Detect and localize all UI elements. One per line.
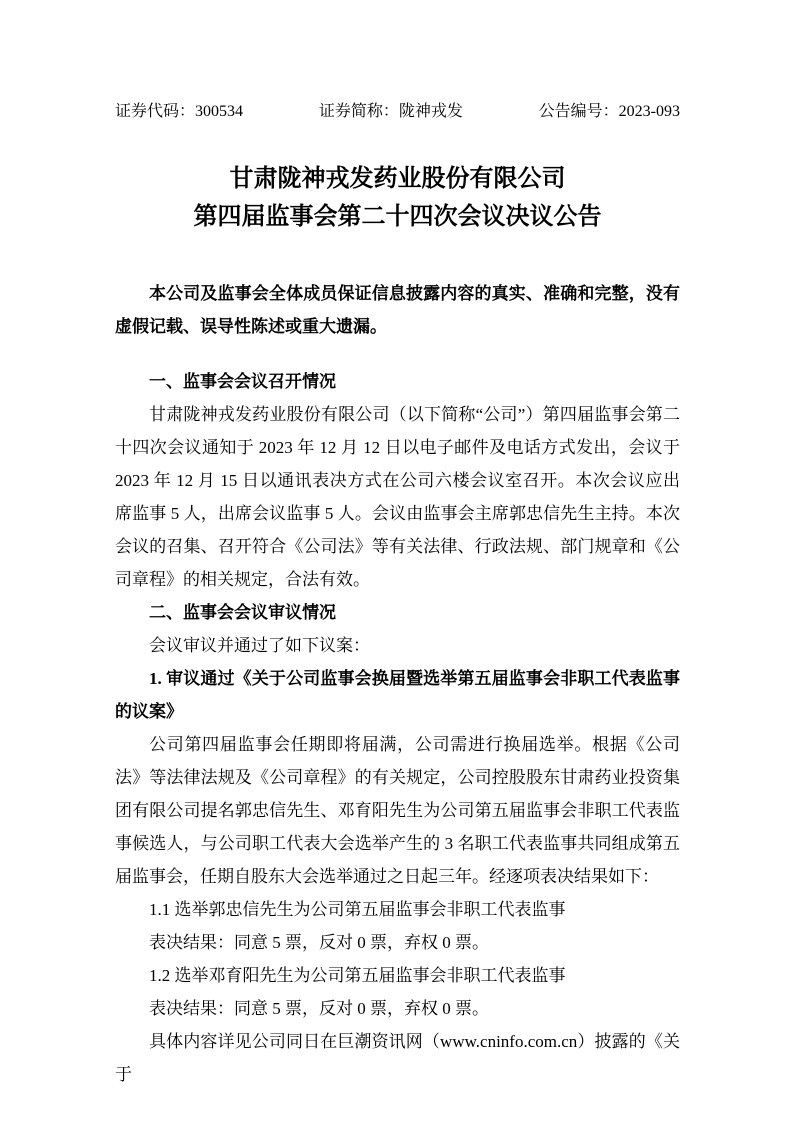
item-1-1-line: 1.1 选举郭忠信先生为公司第五届监事会非职工代表监事 bbox=[149, 900, 566, 919]
item-1-2-line: 1.2 选举邓育阳先生为公司第五届监事会非职工代表监事 bbox=[149, 966, 566, 985]
section-1-paragraph: 甘肃陇神戎发药业股份有限公司（以下简称“公司”）第四届监事会第二十四次会议通知于 2023 年 12 月 12 日以电子邮件及电话方式发出，会议于 2023 年 12 月 15 日以通讯表决方式在公司六楼会议室召开。本次会议应出席监事 5 人，出席会议监事 5 人。会议由监事会主席郭忠信先生主持。本次会议的召集、召开符合《公司法》等有关法律、行政法规、部门规章和《公司章程》的相关规定，合法有效。 bbox=[115, 405, 680, 589]
announcement-number: 公告编号：2023-093 bbox=[538, 103, 680, 120]
section-2-intro: 会议审议并通过了如下议案： bbox=[149, 636, 370, 655]
section-2-heading: 二、监事会会议审议情况 bbox=[149, 603, 336, 622]
section-1-heading: 一、监事会会议召开情况 bbox=[149, 372, 336, 391]
disclosure-reference-line: 具体内容详见公司同日在巨潮资讯网（www.cninfo.com.cn）披露的《关于 bbox=[115, 1032, 680, 1084]
item-1-2-vote-result: 表决结果：同意 5 票，反对 0 票，弃权 0 票。 bbox=[149, 999, 489, 1018]
document-header bbox=[115, 102, 680, 122]
item-1-1-vote-result: 表决结果：同意 5 票，反对 0 票，弃权 0 票。 bbox=[149, 933, 489, 952]
item-1-heading: 1. 审议通过《关于公司监事会换届暨选举第五届监事会非职工代表监事的议案》 bbox=[115, 669, 680, 721]
announcement-title: 第四届监事会第二十四次会议决议公告 bbox=[193, 204, 602, 230]
item-1-paragraph: 公司第四届监事会任期即将届满，公司需进行换届选举。根据《公司法》等法律法规及《公司章程》的有关规定，公司控股股东甘肃药业投资集团有限公司提名郭忠信先生、邓育阳先生为公司第五届监事会非职工代表监事候选人，与公司职工代表大会选举产生的 3 名职工代表监事共同组成第五届监事会，任期自股东大会选举通过之日起三年。经逐项表决结果如下： bbox=[115, 735, 680, 886]
company-name-title: 甘肃陇神戎发药业股份有限公司 bbox=[229, 166, 566, 192]
stock-code: 证券代码：300534 bbox=[115, 103, 244, 120]
stock-abbreviation: 证券简称：陇神戎发 bbox=[318, 103, 463, 120]
disclaimer-paragraph: 本公司及监事会全体成员保证信息披露内容的真实、准确和完整，没有虚假记载、误导性陈述或重大遗漏。 bbox=[115, 284, 680, 336]
